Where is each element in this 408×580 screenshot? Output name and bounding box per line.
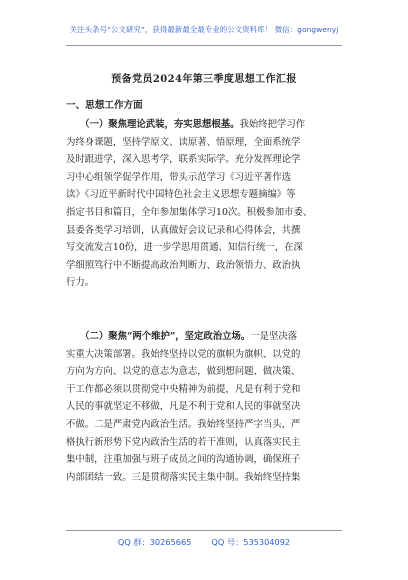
paragraph-political-stance	[66, 328, 352, 486]
section-heading-1: 一、思想工作方面	[66, 100, 143, 111]
paragraph-line: 指定书目和篇目，全年参加集体学习10次。积极参加市委、	[66, 206, 313, 218]
paragraph-line: 集中制，注重加强与班子成员之间的沟通协调，确保班子	[66, 454, 301, 466]
paragraph-line: 读》《习近平新时代中国特色社会主义思想专题摘编》等	[66, 189, 296, 201]
paragraph-text: 我始终把学习作	[239, 119, 306, 130]
footer-divider	[66, 530, 342, 531]
paragraph-line: 学细照笃行中不断提高政治判断力、政治领悟力、政治执	[66, 259, 301, 271]
paragraph-line: 写交流发言10份，进一步学思用贯通、知信行统一，在深	[66, 242, 303, 254]
paragraph-line: 为终身课题，坚持学原文、读原著、悟原理，全面系统学	[66, 136, 301, 148]
paragraph-line: 方向为方向、以党的意志为意志，做到想问题、做决策、	[66, 366, 301, 378]
paragraph-line: 内部团结一致。三是贯彻落实民主集中制。我始终坚持集	[66, 471, 301, 483]
footer-qq-group: QQ 群：30265665	[117, 537, 192, 547]
document-title: 预备党员2024年第三季度思想工作汇报	[111, 74, 297, 85]
paragraph-line: 县委各类学习培训，认真做好会议记录和心得体会，共撰	[66, 224, 301, 236]
paragraph-theory-study	[66, 116, 352, 292]
paragraph-line: 行力。	[66, 277, 95, 289]
paragraph-lead: （一）聚焦理论武装，夯实思想根基。	[84, 119, 240, 130]
paragraph-line: 人民的事就坚定不移做，凡是不利于党和人民的事就坚决	[66, 401, 301, 413]
paragraph-line: 习中心组领学促学作用，带头示范学习《习近平著作选	[66, 171, 292, 183]
paragraph-line: 及时跟进学，深入思考学，联系实际学。充分发挥理论学	[66, 154, 301, 166]
paragraph-line	[66, 116, 352, 134]
footer-qq-number: QQ 号：535304092	[211, 537, 291, 547]
paragraph-line: 格执行新形势下党内政治生活的若干准则，认真落实民主	[66, 436, 301, 448]
footer-contact	[0, 537, 408, 548]
paragraph-text: 一是坚决落	[250, 331, 298, 342]
paragraph-line: 不做。二是严肃党内政治生活。我始终坚持严字当头，严	[66, 418, 301, 430]
paragraph-line	[66, 328, 352, 346]
paragraph-line: 干工作都必须以贯彻党中央精神为前提，凡是有利于党和	[66, 383, 301, 395]
paragraph-lead: （二）聚焦“两个维护”，坚定政治立场。	[84, 331, 251, 342]
header-promo-note: 关注头条号“公文研究”，获得最新最全最专业的公文资料库！ 微信：gongwenyj	[69, 25, 339, 34]
paragraph-line: 实重大决策部署。我始终坚持以党的旗帜为旗帜、以党的	[66, 348, 301, 360]
header-divider	[66, 45, 342, 46]
